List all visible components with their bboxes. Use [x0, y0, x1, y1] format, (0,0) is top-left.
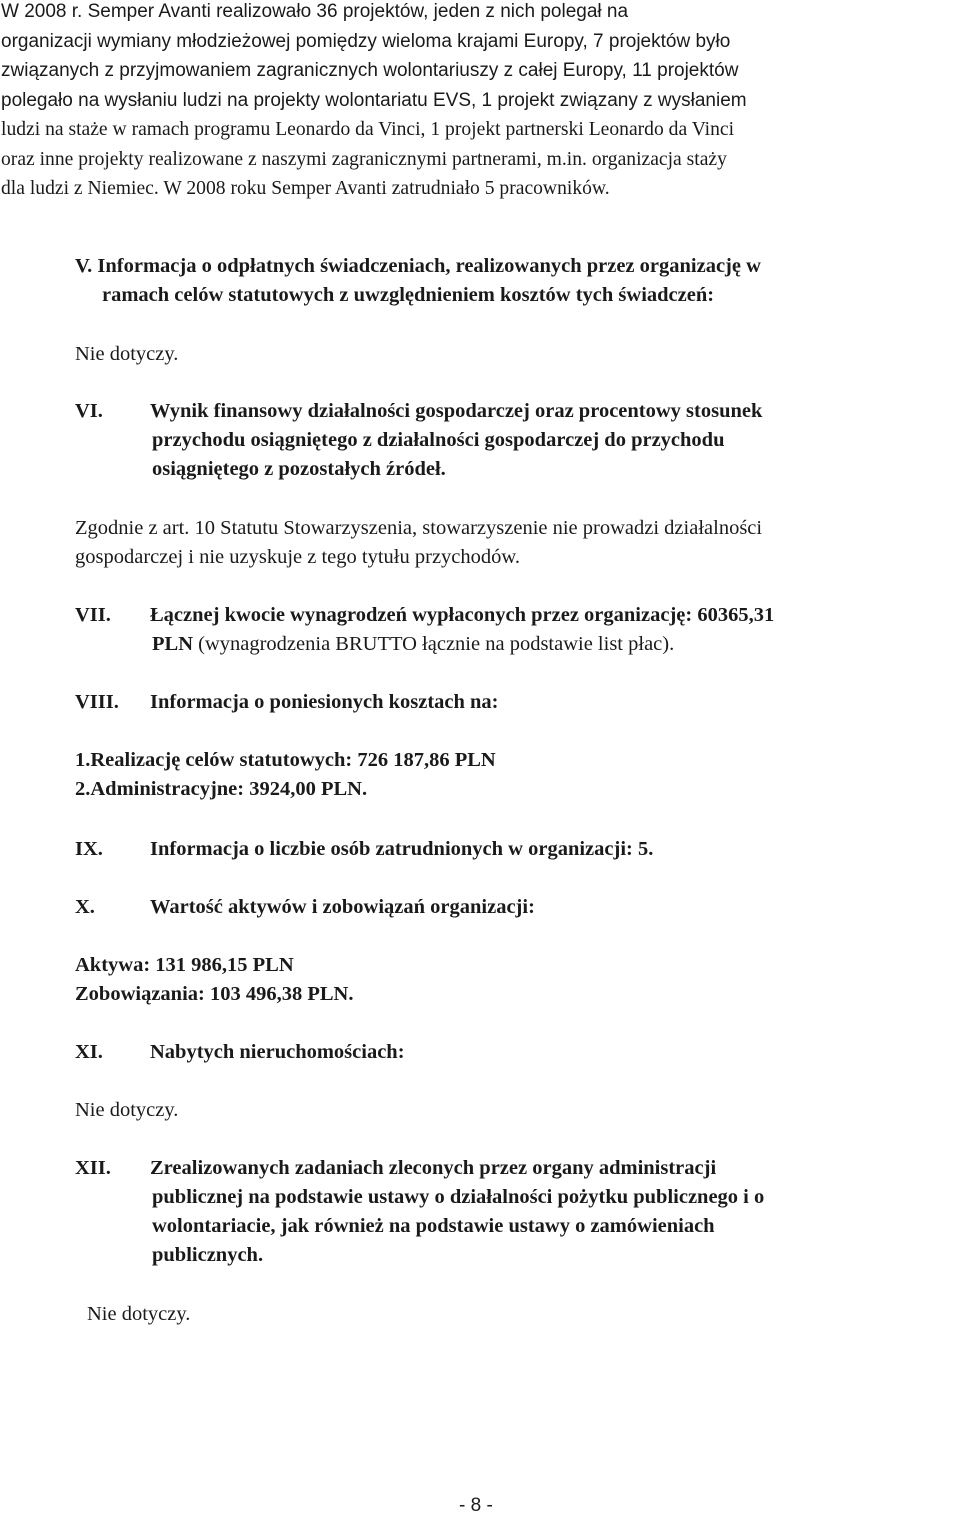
section-xii-heading-line-2: publicznej na podstawie ustawy o działalności pożytku publicznego i o: [152, 1186, 765, 1208]
section-xii-number: XII.: [75, 1157, 111, 1179]
section-vi-body-line-2: gospodarczej i nie uzyskuje z tego tytułu przychodów.: [75, 546, 520, 568]
intro-line-3: związanych z przyjmowaniem zagranicznych wolontariuszy z całej Europy, 11 projektów: [1, 60, 739, 81]
intro-line-2: organizacji wymiany młodzieżowej pomiędzy wieloma krajami Europy, 7 projektów było: [1, 30, 731, 52]
section-viii-item-2: 2.Administracyjne: 3924,00 PLN.: [75, 778, 368, 800]
intro-line-7: dla ludzi z Niemiec. W 2008 roku Semper Avanti zatrudniało 5 pracowników.: [1, 178, 610, 199]
section-vii-currency: PLN: [152, 633, 193, 655]
assets-value: Aktywa: 131 986,15 PLN: [75, 954, 294, 976]
section-x-number: X.: [75, 896, 95, 918]
section-xi-heading: Nabytych nieruchomościach:: [150, 1041, 405, 1063]
section-xi-number: XI.: [75, 1041, 103, 1063]
section-xii-heading-line-4: publicznych.: [152, 1244, 264, 1266]
intro-line-6: oraz inne projekty realizowane z naszymi zagranicznymi partnerami, m.in. organizacja staży: [1, 148, 727, 170]
section-xii-heading-line-3: wolontariacie, jak również na podstawie ustawy o zamówieniach: [152, 1215, 715, 1237]
section-vi-heading-line-1: Wynik finansowy działalności gospodarczej oraz procentowy stosunek: [150, 400, 763, 422]
section-ix-heading: Informacja o liczbie osób zatrudnionych w organizacji: 5.: [150, 838, 654, 860]
intro-line-5: ludzi na staże w ramach programu Leonardo da Vinci, 1 projekt partnerski Leonardo da Vinci: [1, 119, 735, 140]
section-vii-heading-line-2: [152, 630, 674, 659]
section-v-heading-line-1: V. Informacja o odpłatnych świadczeniach, realizowanych przez organizację w: [75, 255, 761, 277]
section-xii-body: Nie dotyczy.: [87, 1303, 191, 1325]
section-vii-note: (wynagrodzenia BRUTTO łącznie na podstawie list płac).: [193, 633, 675, 655]
section-x-heading: Wartość aktywów i zobowiązań organizacji:: [150, 896, 535, 918]
intro-paragraph: [1, 0, 955, 204]
liabilities-value: Zobowiązania: 103 496,38 PLN.: [75, 983, 354, 1005]
intro-line-1: W 2008 r. Semper Avanti realizowało 36 projektów, jeden z nich polegał na: [1, 1, 629, 22]
section-xi-body: Nie dotyczy.: [75, 1099, 179, 1121]
section-vi-number: VI.: [75, 400, 103, 422]
section-xii-heading-line-1: Zrealizowanych zadaniach zleconych przez organy administracji: [150, 1157, 717, 1179]
section-v-body: Nie dotyczy.: [75, 343, 179, 365]
section-vi-heading-line-2: przychodu osiągniętego z działalności gospodarczej do przychodu: [152, 429, 725, 451]
section-vii-number: VII.: [75, 604, 111, 626]
section-viii-item-1: 1.Realizację celów statutowych: 726 187,86 PLN: [75, 749, 496, 771]
section-ix-number: IX.: [75, 838, 103, 860]
intro-line-4: polegało na wysłaniu ludzi na projekty wolontariatu EVS, 1 projekt związany z wysłaniem: [1, 89, 747, 111]
section-viii-heading: Informacja o poniesionych kosztach na:: [150, 691, 499, 713]
section-v-heading-line-2: ramach celów statutowych z uwzględnieniem kosztów tych świadczeń:: [102, 284, 715, 306]
section-vi-body-line-1: Zgodnie z art. 10 Statutu Stowarzyszenia, stowarzyszenie nie prowadzi działalności: [75, 517, 763, 539]
section-vi-heading-line-3: osiągniętego z pozostałych źródeł.: [152, 458, 446, 480]
page-number: - 8 -: [459, 1495, 493, 1516]
section-viii-number: VIII.: [75, 691, 119, 713]
section-vii-heading-line-1: Łącznej kwocie wynagrodzeń wypłaconych przez organizację: 60365,31: [150, 604, 775, 626]
